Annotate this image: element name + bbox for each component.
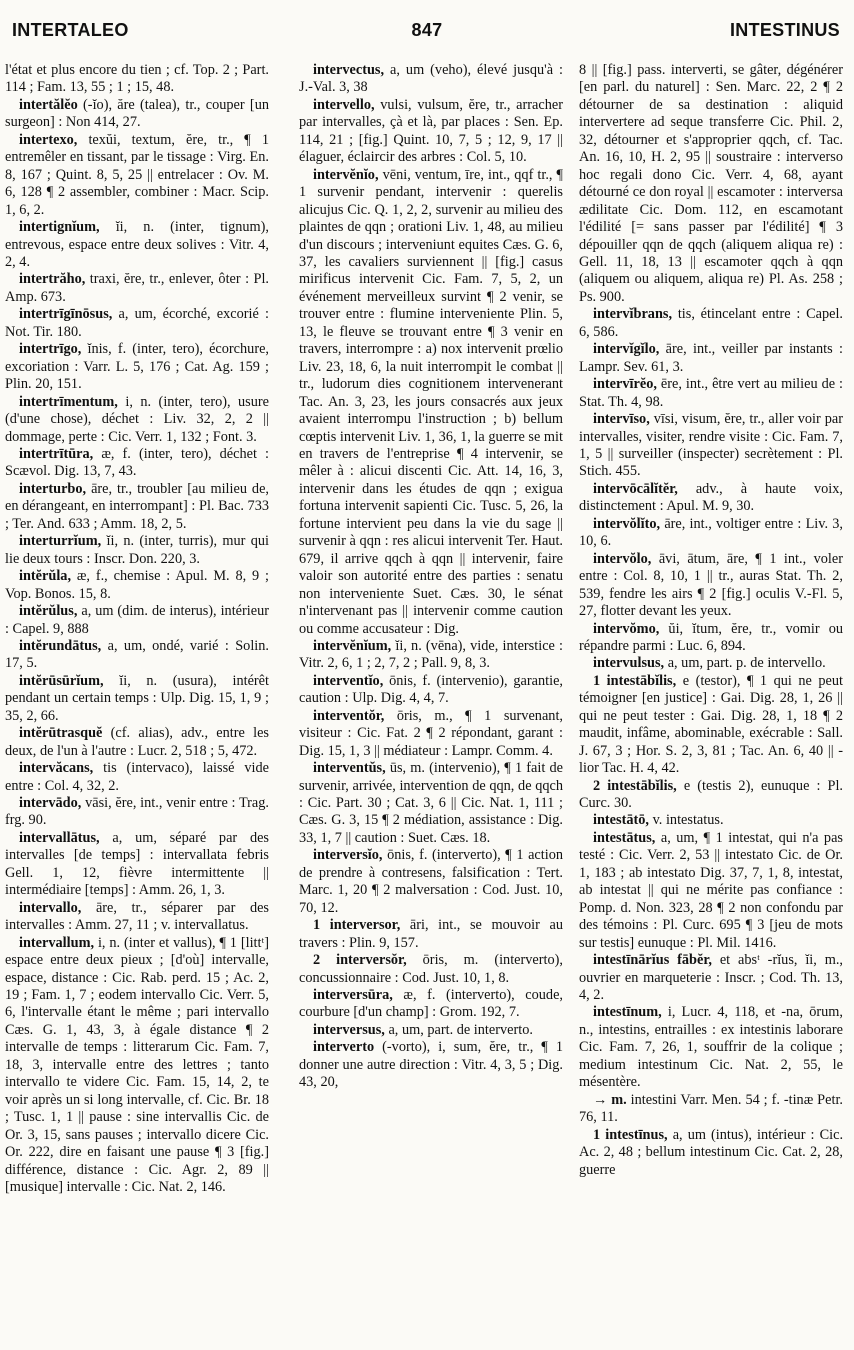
dictionary-entry [579,376,843,411]
column-left [5,62,269,1348]
dictionary-entry [579,830,843,952]
entry-headword: intĕrundātus, [19,637,102,654]
entry-definition: vīsi, visum, ĕre, tr., aller voir par intervalles, visiter, rendre visite : Cic. Fam. 7, 1, 5 || surveiller (inspecter) secrètement : Pl. Stich. 455. [579,411,843,480]
dictionary-entry [579,1127,843,1179]
entry-definition: (-ĭo), ăre (talea), tr., couper [un surgeon] : Non 414, 27. [5,96,269,131]
entry-definition: āvi, ātum, āre, ¶ 1 int., voler entre : Col. 8, 10, 1 || tr., auras Stat. Th. 2, 539, fendre les airs ¶ 2 [fig.] oculis V.-Fl. 5, 27, flotter devant les yeux. [579,550,843,620]
column-right [579,62,843,1348]
dictionary-entry [5,533,269,568]
entry-headword: intestātus, [593,829,656,846]
entry-definition: tis, étincelant entre : Capel. 6, 586. [579,306,843,340]
entry-definition: i, n. (inter et vallus), ¶ 1 [littᵗ] espace entre deux pieux ; [d'où] intervalle, espace, distance : Cic. Rab. perd. 15 ; Ac. 2, 19 ; Fam. 1, 7 ; eodem intervallo Cic. Verr. 5, 6, l'intervalle étant le même ; pari intervallo Cæs. G. 1, 43, 3, à égale distance ¶ 2 intervalle de temps : litterarum Cic. Fam. 7, 18, 3, intervalle entre des lettres ; tanto intervallo te videre Cic. Fam. 15, 14, 2, te voir après un si long intervalle, cf. Cic. Br. 18 ; Tusc. 1, 1 || pause : sine intervallis Cic. de Or. 3, 15, sans pauses ; intervallo dicere Cic. Or. 222, dire en faisant une pause ¶ 3 [fig.] différence, distance : Cic. Agr. 2, 89 || [musique] intervalle : Cic. Nat. 2, 146. [5,934,269,1195]
entry-definition: i, Lucr. 4, 118, et -na, ōrum, n., intestins, entrailles : ex intestinis laborare Cic. Fam. 7, 26, 1, souffrir de la colique ; medium intestinum Cic. Nat. 2, 55, le mésentère. [579,1004,843,1091]
dictionary-entry [299,673,563,708]
entry-definition: ĭnis, f. (inter, tero), écorchure, excoriation : Varr. L. 5, 176 ; Cat. Ag. 159 ; Plin. 20, 151. [5,341,269,393]
entry-headword: intertrăho, [19,271,86,288]
entry-definition: ĭi, n. (vēna), vide, interstice : Vitr. 2, 6, 1 ; 2, 7, 2 ; Pall. 9, 8, 3. [299,637,563,672]
dictionary-entry [579,778,843,813]
dictionary-entry [5,341,269,393]
dictionary-entry [5,935,269,1197]
entry-definition: æ, f. (inter, tero), déchet : Scævol. Dig. 13, 7, 43. [5,445,269,480]
dictionary-entry [579,673,843,778]
entry-definition: traxi, ĕre, tr., enlever, ôter : Pl. Amp. 673. [5,271,269,305]
dictionary-entry [299,167,563,638]
entry-definition: a, um, séparé par des intervalles [de temps] : intervallata febris Gell. 1, 12, fièvre intermittente || intermédiaire [temps] : Amm. 26, 1, 3. [5,829,269,899]
entry-headword: intervello, [313,96,375,113]
entry-definition: vulsi, vulsum, ĕre, tr., arracher par intervalles, çà et là, par places : Sen. Ep. 114, 21 ; [fig.] Quint. 10, 7, 5 ; 12, 9, 17 || élaguer, éclaircir des arbres : Col. 5, 10. [299,96,563,166]
entry-headword: intestīnum, [593,1004,662,1021]
dictionary-entry [5,603,269,638]
dictionary-entry [5,132,269,219]
dictionary-entry [299,97,563,167]
dictionary-entry [5,306,269,341]
dictionary-entry [5,219,269,271]
entry-definition: tis (intervaco), laissé vide entre : Col. 4, 32, 2. [5,760,269,794]
entry-definition: 8 || [fig.] pass. interverti, se gâter, dégénérer [en parl. du naturel] : Sen. Marc. 22, 2 ¶ 2 détourner de sa destination : aliquid intervertere ad seque transferre Cic. Phil. 2, 32, détourner et s'approprier qqch, cf. Tac. An. 16, 10, H. 2, 95 || soustraire : interverso hoc regali dono Cic. Verr. 4, 68, ayant détourné ce don royal || escamoter : interversa ædilitate Cic. Dom. 112, en escamotant l'édilité [= sans passer par l'édilité] ¶ 3 dépouiller qqn de qqch (aliquem aliqua re) : Gell. 11, 18, 13 || escamoter qqch à qqn (aliquem ou aliquem, aliqua re) Pl. As. 258 ; Ps. 900. [579,62,843,305]
entry-definition: adv., à haute voix, distinctement : Apul. M. 9, 30. [579,480,843,515]
entry-definition: vāsi, ĕre, int., venir entre : Trag. frg. 90. [5,795,269,829]
entry-headword: intervulsus, [593,655,665,672]
entry-headword: 1 intestīnus, [593,1126,668,1143]
entry-headword: intervectus, [313,62,385,78]
entry-definition: ĭi, n. (usura), intérêt pendant un certain temps : Ulp. Dig. 15, 1, 9 ; 35, 2, 66. [5,672,269,724]
column-middle [299,62,563,1348]
entry-definition: ōnis, f. (interverto), ¶ 1 action de prendre à contresens, falsification : Tert. Marc. 1, 20 ¶ 2 malversation : Cod. Just. 10, 70, 12. [299,847,563,916]
entry-definition: a, um (dim. de interus), intérieur : Capel. 9, 888 [5,603,269,637]
entry-definition: ūs, m. (intervenio), ¶ 1 fait de survenir, arrivée, intervention de qqn, de qqch : Cic. Part. 30 ; Cat. 3, 6 || Cic. Nat. 1, 111 ; Cæs. G. 3, 15 ¶ 2 médiation, assistance : Dig. 33, 1, 7 || caution : Suet. Cæs. 18. [299,760,563,846]
dictionary-entry [299,708,563,760]
dictionary-entry [579,812,843,829]
entry-headword: intervīso, [593,411,650,428]
entry-definition: ŭi, ĭtum, ĕre, tr., vomir ou répandre parmi : Luc. 6, 894. [579,620,843,654]
entry-headword: intertălĕo [19,96,78,113]
entry-headword: intervăcans, [19,760,94,777]
entry-headword: intervallum, [19,934,95,951]
entry-definition: æ, f., chemise : Apul. M. 8, 9 ; Vop. Bonos. 15, 8. [5,568,269,602]
running-header [0,20,854,50]
entry-definition: a, um, ondé, varié : Solin. 17, 5. [5,637,269,672]
entry-definition: ēre, int., être vert au milieu de : Stat. Th. 4, 98. [579,376,843,410]
entry-definition: a, um (intus), intérieur : Cic. Ac. 2, 48 ; bellum intestinum Cic. Cat. 2, 28, guerre [579,1126,843,1178]
entry-definition: vēni, ventum, īre, int., qqf tr., ¶ 1 survenir pendant, intervenir : querelis alicujus Cic. Q. 1, 2, 2, survenir au milieu des plaintes de qqn ; orationi Liv. 1, 48, au milieu d'un discours ; interveniunt equites Cæs. G. 6, 37, les cavaliers surviennent || [fig.] casus mirificus intervenit Cic. Fam. 7, 5, 2, un événement merveilleux survint ¶ 2 venir, se trouver entre : flumine interveniente Plin. 5, 13, le fleuve se trouvant entre ¶ 3 venir en travers, interrompre : a) nox intervenit prœlio Liv. 23, 18, 6, la nuit interrompit le combat || tr., ludorum dies cognitionem intervenerant Tac. An. 3, 23, les jours consacrés aux jeux avaient interrompu l'instruction ; b) bellum cœptis intervenit Liv. 1, 36, 1, la guerre se mit en travers de l'entreprise ¶ 4 intervenir, se mêler à : alicui discenti Cic. Att. 14, 16, 3, intervenir dans les études de qqn ; exigua fortuna intervenit sapienti Cic. Tusc. 5, 26, la fortune intervient peu dans la vie du sage || survenir à qqn : res alicui intervenit Ter. Haut. 679, il arrive qqch à qqn || intervenir, faire valoir son autorité entre des parties : senatu non interveniente Suet. Cæs. 30, le sénat n'intervenant pas || intervenir comme caution ou comme accusateur : Dig. [299,166,563,637]
dictionary-entry [579,1004,843,1091]
entry-headword: intĕrŭla, [19,568,72,585]
entry-headword: intertrīgo, [19,341,82,358]
entry-headword: intertrīmentum, [19,393,118,410]
entry-definition: ĭi, n. (inter, turris), mur qui lie deux tours : Inscr. Don. 220, 3. [5,533,269,567]
entry-headword: intervīrĕo, [593,376,657,393]
dictionary-entry [579,306,843,341]
entry-definition: āre, int., voltiger entre : Liv. 3, 10, 6. [579,515,843,550]
entry-definition: (-vorto), i, sum, ĕre, tr., ¶ 1 donner une autre direction : Vitr. 4, 3, 5 ; Dig. 43, 20, [299,1039,563,1091]
dictionary-entry [5,830,269,900]
entry-headword: intĕrūtrasquĕ [19,725,103,742]
dictionary-entry [5,673,269,725]
entry-headword: intĕrūsūrĭum, [19,672,104,689]
dictionary-entry [299,760,563,847]
entry-headword: intervŏlo, [593,550,652,567]
entry-definition: (cf. alias), adv., entre les deux, de l'un à l'autre : Lucr. 2, 518 ; 5, 472. [5,725,269,759]
entry-definition: a, um, part. p. de intervello. [667,655,826,672]
entry-definition: āri, int., se mouvoir au travers : Plin. 9, 157. [299,917,563,951]
entry-headword: intertrīgīnōsus, [19,306,113,323]
entry-headword: interventŭs, [313,760,386,777]
dictionary-entry [299,917,563,952]
entry-headword: interventĭo, [313,672,384,689]
entry-headword: intertrītūra, [19,445,94,462]
dictionary-entry [5,725,269,760]
entry-definition: texŭi, textum, ĕre, tr., ¶ 1 entremêler en tissant, par le tissage : Virg. En. 8, 167 ; Quint. 8, 5, 25 || entrelacer : Ov. M. 6, 128 ¶ 2 assembler, combiner : Macr. Scip. 1, 6, 2. [5,131,269,218]
dictionary-entry [579,551,843,621]
entry-headword: intervŏlĭto, [593,515,661,532]
dictionary-entry [299,62,563,97]
entry-headword: intervĕnĭo, [313,166,379,183]
dictionary-entry [299,1039,563,1091]
dictionary-entry [299,987,563,1022]
entry-headword: 2 interversŏr, [313,952,407,969]
entry-headword: 1 interversor, [313,917,401,934]
dictionary-entry [5,271,269,306]
entry-headword: → m. [593,1091,627,1108]
dictionary-entry [299,1022,563,1039]
entry-headword: interversus, [313,1021,385,1038]
entry-definition: intestini Varr. Men. 54 ; f. -tinæ Petr. 76, 11. [579,1091,843,1126]
entry-headword: interturrĭum, [19,533,102,550]
entry-definition: et absᵗ -rĭus, ĭi, m., ouvrier en marqueterie : Inscr. ; Cod. Th. 13, 4, 2. [579,952,843,1004]
entry-headword: intĕrŭlus, [19,603,78,620]
dictionary-entry [5,97,269,132]
entry-definition: ĭi, n. (inter, tignum), entrevous, espace entre deux solives : Vitr. 4, 2, 4. [5,219,269,270]
entry-definition: āre, tr., troubler [au milieu de, en dérangeant, en interrompant] : Pl. Bac. 733 ; Ter. And. 633 ; Amm. 18, 2, 5. [5,480,269,532]
entry-definition: e (testis 2), eunuque : Pl. Curc. 30. [579,777,843,812]
entry-headword: intervallo, [19,899,82,916]
dictionary-entry [5,481,269,533]
header-left-word: INTERTALEO [12,20,129,40]
entry-headword: intervādo, [19,795,82,812]
entry-headword: intervĭbrans, [593,306,673,323]
entry-headword: intervŏmo, [593,620,660,637]
entry-headword: 2 intestābĭlis, [593,777,677,794]
dictionary-entry [5,568,269,603]
dictionary-entry [579,62,843,306]
entry-definition: āre, tr., séparer par des intervalles : Amm. 27, 11 ; v. intervallatus. [5,899,269,934]
entry-headword: intervōcālĭtĕr, [593,480,678,497]
dictionary-entry [579,411,843,481]
dictionary-entry [579,516,843,551]
dictionary-entry [579,655,843,672]
entry-headword: intervĭgĭlo, [593,341,660,358]
entry-definition: a, um, écorché, excorié : Not. Tir. 180. [5,306,269,340]
entry-definition: a, um, ¶ 1 intestat, qui n'a pas testé : Cic. Verr. 2, 53 || intestato Cic. de Or. 1, 183 ; ab intestato Dig. 37, 7, 1, 8, intestat, ab intestat || qui ne mérite pas confiance : Pomp. d. Non. 323, 28 ¶ 2 non confondu par des témoins : Pl. Curc. 695 ¶ 3 [jeu de mots sur testis] eunuque : Pl. Mil. 1416. [579,829,843,951]
dictionary-entry [579,341,843,376]
entry-definition: i, n. (inter, tero), usure (d'une chose), déchet : Liv. 32, 2, 2 || dommage, perte : Cic. Verr. 1, 132 ; Font. 3. [5,393,269,445]
dictionary-entry [299,952,563,987]
entry-headword: intestīnārĭus fābĕr, [593,952,712,969]
entry-headword: interverto [313,1039,375,1056]
entry-headword: interversĭo, [313,847,383,864]
entry-definition: æ, f. (interverto), coude, courbure [d'un champ] : Grom. 192, 7. [299,987,563,1021]
dictionary-entry [5,900,269,935]
entry-headword: intestātō, [593,812,649,829]
entry-headword: intervallātus, [19,829,100,846]
entry-definition: l'état et plus encore du tien ; cf. Top. 2 ; Part. 114 ; Fam. 13, 55 ; 1 ; 15, 48. [5,62,269,96]
entry-definition: ōnis, f. (intervenio), garantie, caution : Ulp. Dig. 4, 4, 7. [299,672,563,707]
dictionary-entry [5,446,269,481]
dictionary-entry [299,638,563,673]
dictionary-entry [579,481,843,516]
dictionary-entry [579,1092,843,1127]
entry-headword: interversūra, [313,987,393,1004]
dictionary-entry [579,952,843,1004]
dictionary-entry [579,621,843,656]
dictionary-entry [5,62,269,97]
header-right-word: INTESTINUS [729,20,840,40]
entry-headword: interturbo, [19,480,87,497]
entry-definition: a, um, part. de interverto. [388,1021,533,1038]
dictionary-entry [299,847,563,917]
entry-headword: intertexo, [19,131,78,148]
entry-headword: intertignĭum, [19,219,100,236]
dictionary-entry [5,795,269,830]
entry-headword: interventŏr, [313,707,385,724]
entry-definition: a, um (veho), élevé jusqu'à : J.-Val. 3, 38 [299,62,563,96]
entry-definition: e (testor), ¶ 1 qui ne peut témoigner [en justice] : Gai. Dig. 28, 1, 26 || qui ne peut tester : Gai. Dig. 28, 1, 18 ¶ 2 maudit, infâme, abominable, exécrable : Sall. J. 67, 3 ; Hor. S. 2, 3, 81 ; Tac. An. 6, 40 || -lior Tac. H. 4, 42. [579,672,843,777]
entry-definition: āre, int., veiller par instants : Lampr. Sev. 61, 3. [579,341,843,375]
dictionary-entry [5,394,269,446]
dictionary-entry [5,760,269,795]
dictionary-entry [5,638,269,673]
entry-definition: v. intestatus. [652,812,724,829]
entry-definition: ōris, m. (interverto), concussionnaire : Cod. Just. 10, 1, 8. [299,952,563,986]
page-number: 847 [411,20,443,40]
entry-definition: ōris, m., ¶ 1 survenant, visiteur : Cic. Fat. 2 ¶ 2 répondant, garant : Dig. 15, 1, 3 || médiateur : Lampr. Comm. 4. [299,707,563,759]
entry-headword: 1 intestābĭlis, [593,672,677,689]
entry-headword: intervĕnĭum, [313,637,392,654]
